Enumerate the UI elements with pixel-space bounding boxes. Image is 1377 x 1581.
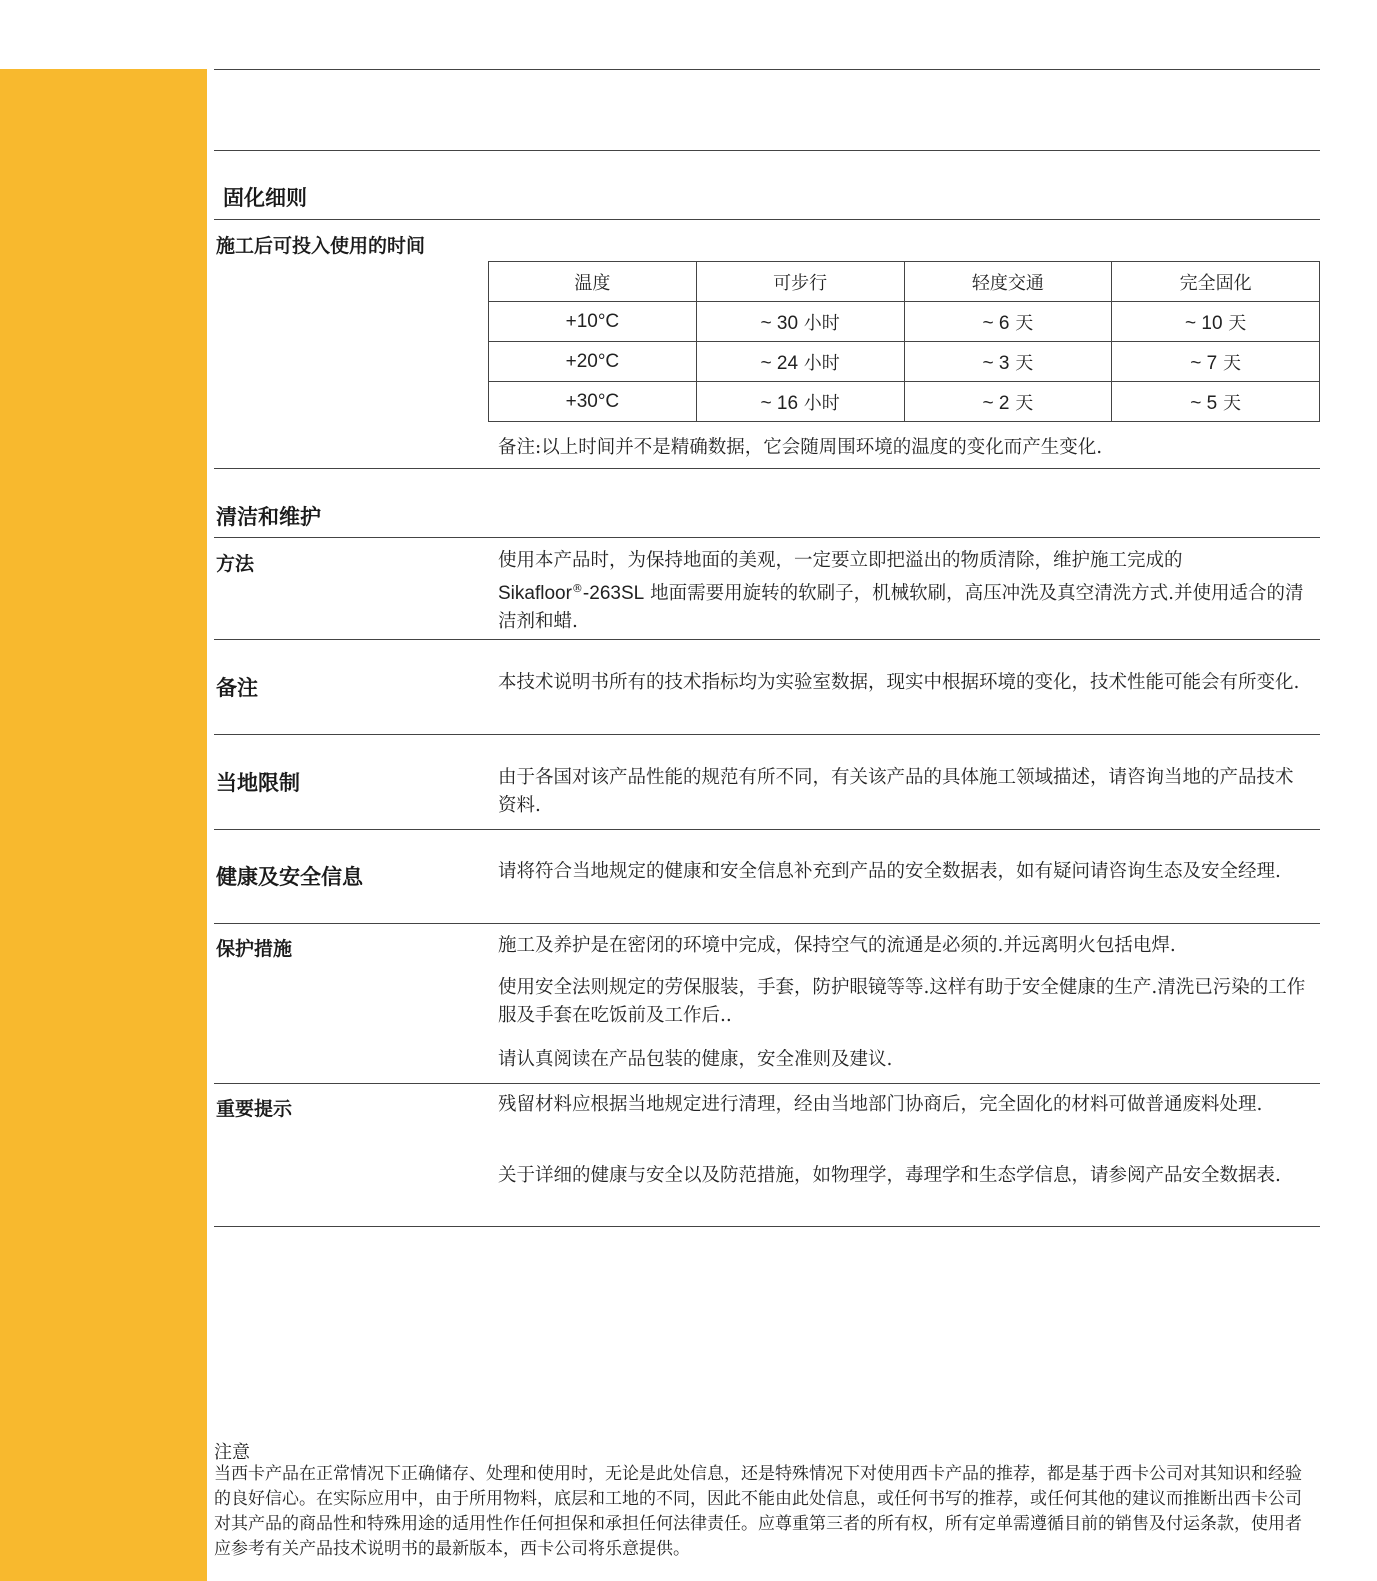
light-cell: [904, 302, 1112, 342]
full-value: ~ 5: [1190, 392, 1218, 414]
divider: [214, 639, 1320, 640]
local-restrictions-label: 当地限制: [216, 771, 300, 795]
header-light-traffic: 轻度交通: [904, 262, 1112, 302]
cure-time-table: [488, 261, 1320, 422]
full-unit: 天: [1222, 352, 1241, 374]
product-code: -263SL: [582, 583, 645, 605]
walk-unit: 小时: [803, 312, 840, 334]
registered-mark: ®: [571, 582, 583, 595]
light-unit: 天: [1015, 352, 1034, 374]
cleaning-section-heading: 清洁和维护: [216, 505, 321, 529]
temp-value: +30°C: [565, 390, 620, 412]
walk-cell: [696, 302, 904, 342]
walk-unit: 小时: [803, 392, 840, 414]
walk-unit: 小时: [803, 352, 840, 374]
full-unit: 天: [1222, 392, 1241, 414]
health-safety-text: 请将符合当地规定的健康和安全信息补充到产品的安全数据表，如有疑问请咨询生态及安全经理.: [498, 861, 1281, 882]
light-value: ~ 6: [982, 312, 1010, 334]
table-row: [489, 302, 1320, 342]
walk-cell: [696, 342, 904, 382]
remarks-text: 本技术说明书所有的技术指标均为实验室数据，现实中根据环境的变化，技术性能可能会有所变化.: [498, 672, 1300, 693]
light-unit: 天: [1015, 392, 1034, 414]
temp-value: +10°C: [565, 310, 620, 332]
cure-time-subheading: 施工后可投入使用的时间: [216, 235, 426, 257]
protection-text-2: 使用安全法则规定的劳保服装，手套，防护眼镜等等.这样有助于安全健康的生产.清洗已污染的工作服及手套在吃饭前及工作后..: [498, 977, 1306, 1026]
table-row: [489, 342, 1320, 382]
walk-value: ~ 30: [760, 312, 799, 334]
header-temperature: 温度: [489, 262, 697, 302]
header-full-cure: 完全固化: [1112, 262, 1320, 302]
full-value: ~ 10: [1185, 312, 1223, 334]
divider: [214, 1083, 1320, 1084]
walk-value: ~ 24: [760, 352, 799, 374]
full-value: ~ 7: [1190, 352, 1218, 374]
divider: [214, 734, 1320, 735]
method-text: [498, 547, 1310, 636]
full-unit: 天: [1228, 312, 1247, 334]
full-cell: [1112, 302, 1320, 342]
method-text-part2: 地面需要用旋转的软刷子，机械软刷，高压冲洗及真空清洗方式.并使用适合的清洁剂和蜡.: [498, 583, 1304, 633]
header-walkable: 可步行: [696, 262, 904, 302]
table-header-row: [489, 262, 1320, 302]
walk-value: ~ 16: [760, 392, 799, 414]
important-text-1: 残留材料应根据当地规定进行清理，经由当地部门协商后，完全固化的材料可做普通废料处理.: [498, 1094, 1263, 1115]
divider: [214, 150, 1320, 151]
protection-label: 保护措施: [216, 938, 293, 960]
divider: [214, 923, 1320, 924]
product-name: Sikafloor: [498, 583, 572, 605]
light-cell: [904, 382, 1112, 422]
divider: [214, 537, 1320, 538]
temp-cell: [489, 342, 697, 382]
important-label: 重要提示: [216, 1098, 293, 1120]
protection-text-1: 施工及养护是在密闭的环境中完成，保持空气的流通是必须的.并远离明火包括电焊.: [498, 935, 1176, 956]
light-cell: [904, 342, 1112, 382]
notice-title: 注意: [214, 1442, 250, 1463]
light-value: ~ 3: [982, 352, 1010, 374]
temp-value: +20°C: [565, 350, 620, 372]
remarks-label: 备注: [216, 676, 258, 700]
local-restrictions-text: 由于各国对该产品性能的规范有所不同，有关该产品的具体施工领域描述，请咨询当地的产品技术资料.: [498, 767, 1294, 816]
temp-cell: [489, 382, 697, 422]
protection-text-3: 请认真阅读在产品包装的健康，安全准则及建议.: [498, 1049, 893, 1070]
light-unit: 天: [1015, 312, 1034, 334]
cure-section-heading: 固化细则: [223, 186, 307, 210]
notice-text: 当西卡产品在正常情况下正确储存、处理和使用时，无论是此处信息，还是特殊情况下对使用西卡产品的推荐，都是基于西卡公司对其知识和经验的良好信心。在实际应用中，由于所用物料，底层和工地的不同，因此不能由此处信息，或任何书写的推荐，或任何其他的建议而推断出西卡公司对其产品的商品性和特殊用途的适用性作任何担保和承担任何法律责任。应尊重第三者的所有权，所有定单需遵循目前的销售及付运条款，使用者应参考有关产品技术说明书的最新版本，西卡公司将乐意提供。: [214, 1464, 1302, 1559]
table-row: [489, 382, 1320, 422]
walk-cell: [696, 382, 904, 422]
cure-note: 备注:以上时间并不是精确数据，它会随周围环境的温度的变化而产生变化.: [498, 437, 1103, 458]
divider: [214, 829, 1320, 830]
method-text-part1: 使用本产品时，为保持地面的美观，一定要立即把溢出的物质清除，维护施工完成的: [498, 550, 1183, 571]
divider: [214, 468, 1320, 469]
full-cell: [1112, 382, 1320, 422]
light-value: ~ 2: [982, 392, 1010, 414]
divider: [214, 219, 1320, 220]
method-label: 方法: [216, 553, 255, 575]
divider: [214, 1226, 1320, 1227]
health-safety-label: 健康及安全信息: [216, 865, 363, 889]
sidebar-accent-band: [0, 69, 207, 1581]
temp-cell: [489, 302, 697, 342]
divider: [214, 69, 1320, 70]
important-text-2: 关于详细的健康与安全以及防范措施，如物理学，毒理学和生态学信息，请参阅产品安全数据表.: [498, 1165, 1281, 1186]
full-cell: [1112, 342, 1320, 382]
